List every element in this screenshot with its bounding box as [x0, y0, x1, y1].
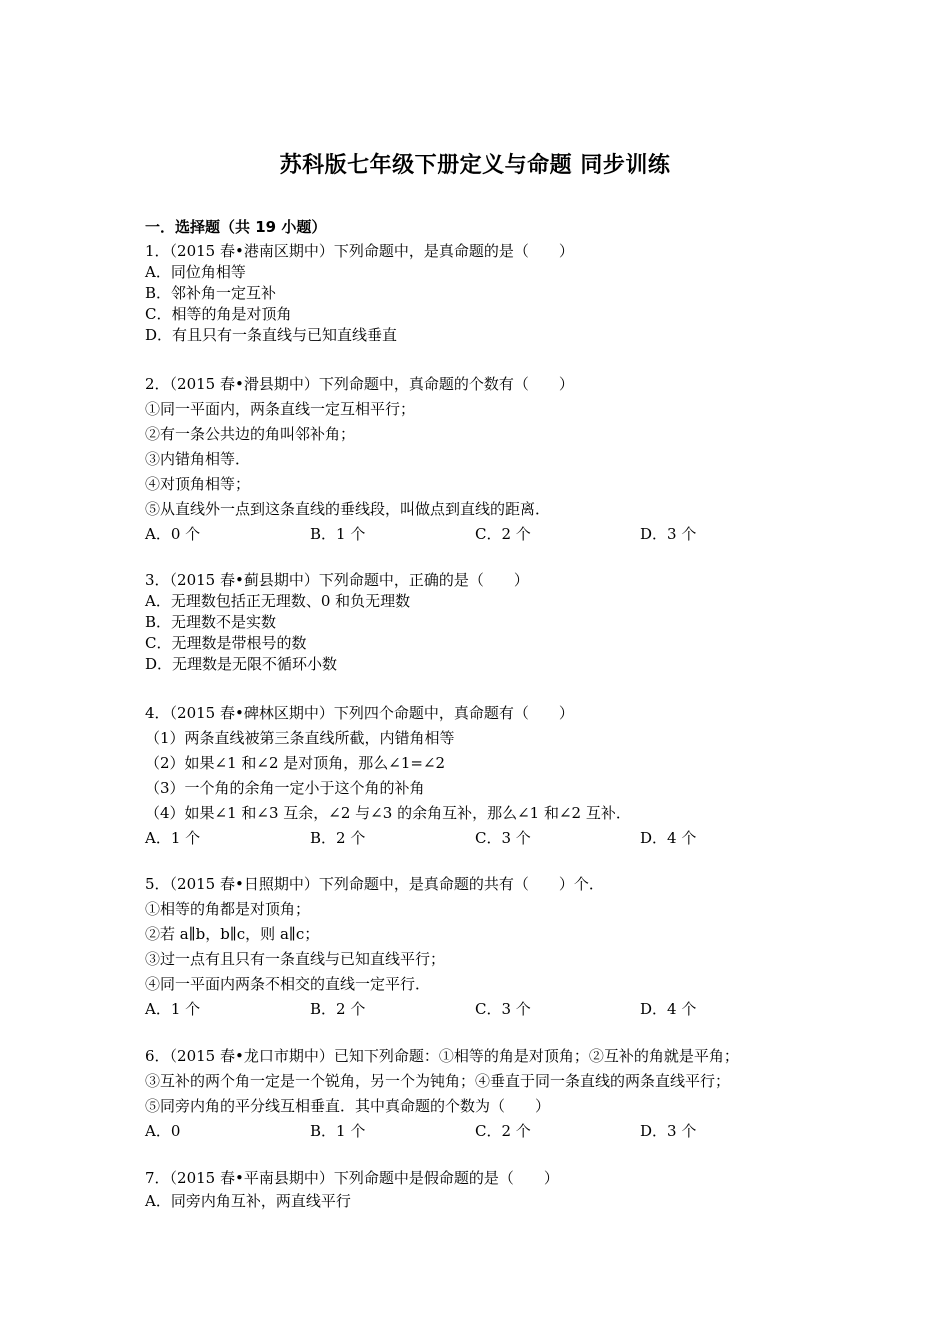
question-1: [145, 241, 805, 346]
option-b: B．2 个: [310, 829, 366, 847]
option-a: A．0: [145, 1122, 181, 1140]
options-row: [145, 1119, 805, 1143]
question-stem: 4．（2015 春•碑林区期中）下列四个命题中，真命题有（ ）: [145, 704, 574, 722]
statement-item: ①同一平面内，两条直线一定互相平行；: [145, 400, 416, 418]
statement-item: ③内错角相等．: [145, 450, 251, 468]
question-stem: 1．（2015 春•港南区期中）下列命题中，是真命题的是（ ）: [145, 242, 574, 260]
question-stem: 3．（2015 春•蓟县期中）下列命题中，正确的是（ ）: [145, 571, 529, 589]
question-5: [145, 872, 805, 1021]
option-a: A．1 个: [145, 1000, 201, 1018]
question-stem: 6．（2015 春•龙口市期中）已知下列命题：①相等的角是对顶角；②互补的角就是平角；: [145, 1047, 739, 1065]
option-c: C．无理数是带根号的数: [145, 634, 307, 652]
question-stem: 7．（2015 春•平南县期中）下列命题中是假命题的是（ ）: [145, 1169, 559, 1187]
option-b: B．1 个: [310, 525, 366, 543]
statement-item: （2）如果∠1 和∠2 是对顶角，那么∠1=∠2: [145, 754, 446, 772]
option-b: B．邻补角一定互补: [145, 284, 277, 302]
options-row: [145, 522, 805, 546]
question-stem: 2．（2015 春•滑县期中）下列命题中，真命题的个数有（ ）: [145, 375, 574, 393]
option-a: A．0 个: [145, 525, 201, 543]
statement-item: （1）两条直线被第三条直线所截，内错角相等: [145, 729, 455, 747]
statement-item: ②若 a∥b，b∥c，则 a∥c；: [145, 925, 320, 943]
statement-item: ⑤从直线外一点到这条直线的垂线段，叫做点到直线的距离．: [145, 500, 551, 518]
option-d: D．4 个: [640, 829, 697, 847]
option-c: C．相等的角是对顶角: [145, 305, 292, 323]
option-d: D．3 个: [640, 1122, 697, 1140]
statement-item: （4）如果∠1 和∠3 互余，∠2 与∠3 的余角互补，那么∠1 和∠2 互补．: [145, 804, 631, 822]
option-d: D．有且只有一条直线与已知直线垂直: [145, 326, 398, 344]
question-6: [145, 1044, 805, 1143]
document-title: 苏科版七年级下册定义与命题 同步训练: [279, 153, 671, 178]
option-d: D．无理数是无限不循环小数: [145, 655, 338, 673]
option-c: C．2 个: [475, 525, 531, 543]
option-c: C．3 个: [475, 1000, 531, 1018]
statement-item: （3）一个角的余角一定小于这个角的补角: [145, 779, 425, 797]
question-7: [145, 1166, 805, 1212]
option-a: A．同旁内角互补，两直线平行: [145, 1192, 351, 1210]
option-d: D．4 个: [640, 1000, 697, 1018]
option-a: A．1 个: [145, 829, 201, 847]
statement-item: ②有一条公共边的角叫邻补角；: [145, 425, 356, 443]
option-c: C．3 个: [475, 829, 531, 847]
option-b: B．2 个: [310, 1000, 366, 1018]
question-stem: 5．（2015 春•日照期中）下列命题中，是真命题的共有（ ）个．: [145, 875, 604, 893]
question-3: [145, 570, 805, 675]
statement-item: ④对顶角相等；: [145, 475, 251, 493]
options-row: [145, 997, 805, 1021]
statement-item: ③过一点有且只有一条直线与已知直线平行；: [145, 950, 446, 968]
options-row: [145, 826, 805, 850]
option-c: C．2 个: [475, 1122, 531, 1140]
statement-item: ③互补的两个角一定是一个锐角，另一个为钝角；④垂直于同一条直线的两条直线平行；: [145, 1072, 731, 1090]
statement-item: ①相等的角都是对顶角；: [145, 900, 311, 918]
option-d: D．3 个: [640, 525, 697, 543]
section-heading: 一．选择题（共 19 小题）: [145, 218, 327, 236]
option-b: B．无理数不是实数: [145, 613, 277, 631]
statement-item: ④同一平面内两条不相交的直线一定平行．: [145, 975, 431, 993]
statement-item: ⑤同旁内角的平分线互相垂直．其中真命题的个数为（ ）: [145, 1097, 551, 1115]
question-2: [145, 372, 805, 546]
question-4: [145, 701, 805, 850]
option-a: A．无理数包括正无理数、0 和负无理数: [145, 592, 411, 610]
option-b: B．1 个: [310, 1122, 366, 1140]
option-a: A．同位角相等: [145, 263, 246, 281]
